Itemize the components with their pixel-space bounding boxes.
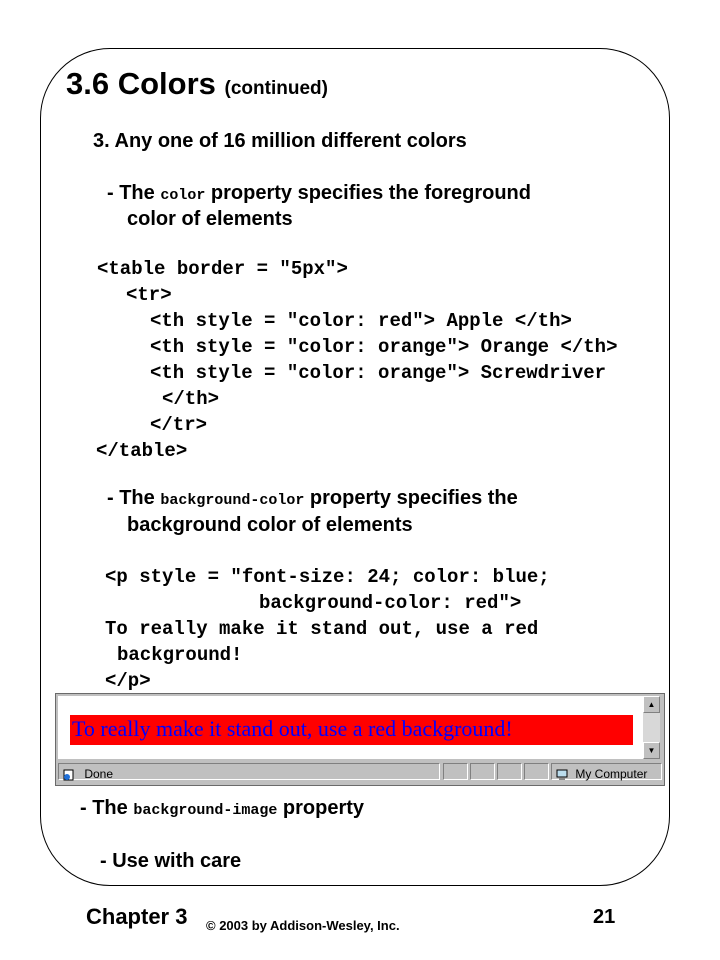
demo-paragraph: To really make it stand out, use a red background! [70, 715, 633, 745]
bg-color-property-line1 [107, 487, 518, 510]
status-panel [443, 763, 468, 780]
code-line: <th style = "color: orange"> Orange </th> [150, 336, 618, 358]
code-line: background-color: red"> [259, 592, 522, 614]
text-fragment: property specifies the foreground [205, 182, 531, 204]
color-property-line2: color of elements [127, 208, 293, 230]
code-line: To really make it stand out, use a red [105, 618, 539, 640]
code-line: <table border = "5px"> [97, 258, 348, 280]
title-main: 3.6 Colors [66, 66, 216, 101]
text-fragment: - The [80, 797, 134, 819]
code-line: </p> [105, 670, 151, 692]
scroll-up-arrow-icon[interactable]: ▲ [643, 696, 660, 713]
code-line: <th style = "color: red"> Apple </th> [150, 310, 572, 332]
page-done-icon [63, 769, 75, 781]
code-color: color [160, 187, 206, 204]
code-line: <p style = "font-size: 24; color: blue; [105, 566, 550, 588]
code-line: </th> [162, 388, 220, 410]
code-line: </tr> [150, 414, 208, 436]
use-with-care: - Use with care [100, 850, 242, 872]
status-panel [497, 763, 522, 780]
vertical-scrollbar[interactable] [643, 696, 660, 759]
computer-icon [556, 769, 568, 781]
bg-image-property-line [80, 797, 364, 820]
status-zone-text: My Computer [575, 767, 648, 781]
text-fragment: - The [107, 182, 161, 204]
status-panel [470, 763, 495, 780]
page-number: 21 [593, 906, 616, 928]
footer-copyright: © 2003 by Addison-Wesley, Inc. [206, 918, 400, 933]
text-fragment: property specifies the [304, 487, 518, 509]
browser-content [58, 696, 645, 759]
code-line: <th style = "color: orange"> Screwdriver [150, 362, 607, 384]
scroll-down-arrow-icon[interactable]: ▼ [643, 742, 660, 759]
point-3: 3. Any one of 16 million different colors [93, 130, 467, 152]
code-background-image: background-image [133, 802, 278, 819]
status-panel-zone [551, 763, 662, 780]
status-done-text: Done [84, 767, 114, 781]
title-suffix: (continued) [224, 78, 328, 99]
bg-color-property-line2: background color of elements [127, 514, 413, 536]
code-line: background! [117, 644, 243, 666]
footer-chapter: Chapter 3 [86, 904, 188, 929]
color-property-line1 [107, 182, 531, 205]
status-panel [524, 763, 549, 780]
text-fragment: - The [107, 487, 161, 509]
code-background-color: background-color [160, 492, 305, 509]
browser-window [55, 693, 665, 786]
status-bar [58, 762, 662, 782]
code-line: </table> [96, 440, 188, 462]
code-line: <tr> [126, 284, 172, 306]
slide-title [66, 66, 328, 102]
text-fragment: property [277, 797, 365, 819]
status-panel-main [58, 763, 440, 780]
